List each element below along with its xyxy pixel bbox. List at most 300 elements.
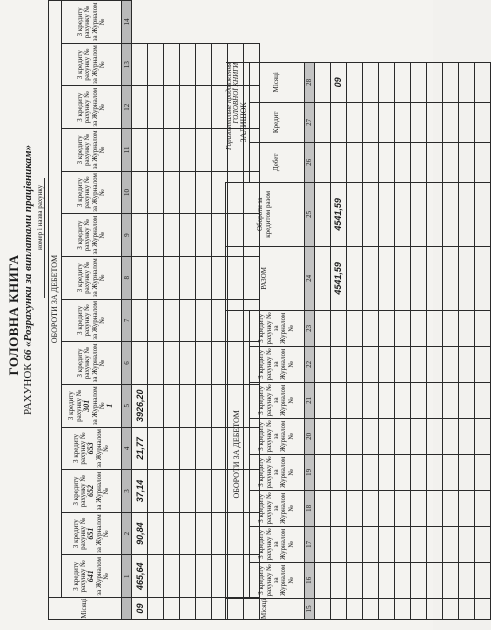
table-row <box>180 1 196 620</box>
account-title <box>22 145 34 415</box>
table-cell <box>330 598 346 619</box>
table-cell <box>362 62 378 102</box>
table-row <box>410 62 426 619</box>
table-cell <box>362 598 378 619</box>
table-row <box>426 62 442 619</box>
table-cell <box>362 382 378 418</box>
table-cell <box>362 346 378 382</box>
table-cell <box>180 299 196 342</box>
table-cell: 09 <box>330 62 346 102</box>
credit-label: З кредиту рахунку № <box>75 91 92 124</box>
table-cell <box>378 310 394 346</box>
credit-label: З кредиту рахунку № <box>257 348 273 381</box>
table-cell <box>196 512 212 555</box>
table-cell <box>132 43 148 86</box>
credit-account-header <box>62 86 122 129</box>
table-cell <box>362 182 378 246</box>
table-cell <box>474 142 490 182</box>
months-header: Місяці <box>49 598 122 620</box>
table-cell <box>148 555 164 598</box>
balance-label: ЗАЛИШОК <box>239 102 249 143</box>
account-number: 66 <box>22 349 34 361</box>
table-cell <box>164 342 180 385</box>
debit-turnover-continuation-table <box>225 62 491 620</box>
credit-account-header <box>62 384 122 427</box>
table-cell <box>458 490 474 526</box>
table-cell <box>196 214 212 257</box>
table-cell <box>346 382 362 418</box>
column-number: 16 <box>304 562 314 598</box>
table-cell <box>474 490 490 526</box>
table-cell <box>330 346 346 382</box>
credit-account-header <box>62 43 122 86</box>
table-cell <box>180 342 196 385</box>
table-cell <box>346 454 362 490</box>
journal-label: за Журналом № <box>271 384 295 416</box>
table-cell <box>394 102 410 142</box>
table-cell <box>346 182 362 246</box>
table-cell <box>180 43 196 86</box>
table-cell <box>164 555 180 598</box>
table-cell <box>426 382 442 418</box>
credit-account-header <box>62 342 122 385</box>
table-cell <box>346 490 362 526</box>
table-cell: 465,64 <box>132 555 148 598</box>
table-cell <box>196 86 212 129</box>
table-cell <box>410 142 426 182</box>
credit-label: З кредиту рахунку № <box>257 312 273 345</box>
credit-label: З кредиту рахунку № <box>75 48 92 81</box>
column-number: 6 <box>122 342 132 385</box>
table-cell <box>180 214 196 257</box>
table-cell <box>164 171 180 214</box>
table-cell <box>378 490 394 526</box>
page-title: ГОЛОВНА КНИГА <box>6 254 21 376</box>
table-cell <box>362 562 378 598</box>
table-cell <box>442 102 458 142</box>
table-cell <box>426 526 442 562</box>
table-cell <box>394 382 410 418</box>
credit-account-header-2 <box>249 454 304 490</box>
table-cell <box>378 346 394 382</box>
journal-label: за Журналом № <box>90 87 106 127</box>
table-cell <box>330 490 346 526</box>
credit-account-header-2 <box>249 310 304 346</box>
table-cell <box>378 142 394 182</box>
table-cell <box>474 102 490 142</box>
table-cell <box>314 346 330 382</box>
table-cell <box>148 598 164 620</box>
table-row <box>330 62 346 619</box>
table-cell <box>148 470 164 513</box>
account-prefix: РАХУНОК <box>22 363 34 415</box>
table-cell <box>410 246 426 310</box>
table-cell <box>196 256 212 299</box>
table-cell <box>330 310 346 346</box>
table-cell <box>164 129 180 172</box>
table-cell <box>378 182 394 246</box>
table-cell <box>394 598 410 619</box>
table-cell <box>164 598 180 620</box>
table-cell <box>314 142 330 182</box>
table-cell <box>314 526 330 562</box>
table-cell <box>164 384 180 427</box>
column-number: 15 <box>304 598 314 619</box>
table-cell: 3926,20 <box>132 384 148 427</box>
table-cell <box>394 62 410 102</box>
table-cell <box>314 490 330 526</box>
table-cell <box>346 102 362 142</box>
table-cell <box>426 182 442 246</box>
table-cell <box>148 299 164 342</box>
column-number: 28 <box>304 62 314 102</box>
table-cell <box>442 346 458 382</box>
table-cell <box>410 454 426 490</box>
table-cell <box>458 142 474 182</box>
journal-label: за Журналом № <box>90 386 106 426</box>
table-cell <box>474 598 490 619</box>
table-cell <box>314 562 330 598</box>
table-cell <box>180 512 196 555</box>
journal-label: за Журналом № <box>90 45 106 84</box>
table-cell <box>426 246 442 310</box>
credit-label: З кредиту рахунку № <box>257 456 273 489</box>
column-number <box>122 598 132 620</box>
table-cell <box>378 102 394 142</box>
table-cell <box>458 346 474 382</box>
column-number: 1 <box>122 555 132 598</box>
table-cell <box>148 129 164 172</box>
credit-account-header-2 <box>249 418 304 454</box>
table-cell <box>410 182 426 246</box>
credit-label: З кредиту рахунку № <box>75 5 92 39</box>
credit-account-number: 651 <box>86 527 96 540</box>
table-cell <box>378 246 394 310</box>
table-cell <box>346 526 362 562</box>
column-number: 3 <box>122 470 132 513</box>
journal-number: 1 <box>105 403 115 408</box>
journal-label: за Журналом № <box>90 258 106 298</box>
account-number-caption: номер і назва рахунку <box>36 184 44 250</box>
table-cell <box>330 418 346 454</box>
table-cell: 4541,59 <box>330 246 346 310</box>
journal-label: за Журналом № <box>271 348 295 380</box>
journal-label: за Журналом № <box>94 471 111 511</box>
credit-label: З кредиту рахунку № <box>71 474 87 508</box>
table-cell <box>474 382 490 418</box>
table-cell <box>394 346 410 382</box>
column-number: 22 <box>304 346 314 382</box>
table-row <box>394 62 410 619</box>
table-cell <box>362 102 378 142</box>
table-cell <box>196 470 212 513</box>
table-cell <box>474 454 490 490</box>
credit-account-header <box>62 171 122 214</box>
journal-label: за Журналом № <box>271 492 295 524</box>
table-cell <box>426 562 442 598</box>
table-cell <box>314 310 330 346</box>
column-number: 27 <box>304 102 314 142</box>
table-cell <box>458 310 474 346</box>
credit-account-number: 301 <box>82 399 92 412</box>
credit-label: З кредиту рахунку № <box>75 261 92 294</box>
table-cell <box>394 562 410 598</box>
table-cell <box>378 526 394 562</box>
credit-account-number: 641 <box>86 570 96 583</box>
journal-label: за Журналом № <box>94 556 111 596</box>
table-cell <box>132 129 148 172</box>
table-cell <box>346 598 362 619</box>
journal-label: за Журналом № <box>271 312 295 344</box>
credit-account-header <box>62 256 122 299</box>
credit-label: З кредиту рахунку № <box>75 346 92 380</box>
table-cell <box>362 246 378 310</box>
table-cell <box>458 526 474 562</box>
credit-account-header <box>62 214 122 257</box>
table-cell <box>394 454 410 490</box>
table-cell <box>458 562 474 598</box>
table-cell <box>442 62 458 102</box>
table-cell <box>410 310 426 346</box>
table-cell <box>314 62 330 102</box>
table-cell <box>378 454 394 490</box>
column-number: 25 <box>304 182 314 246</box>
credit-account-number: 652 <box>86 485 96 498</box>
journal-label: за Журналом № <box>90 343 106 383</box>
table-cell <box>394 526 410 562</box>
table-cell <box>378 382 394 418</box>
table-cell <box>442 182 458 246</box>
table-cell <box>410 346 426 382</box>
table-cell <box>474 182 490 246</box>
table-cell <box>330 562 346 598</box>
table-row <box>474 62 490 619</box>
table-cell <box>132 171 148 214</box>
table-cell <box>426 418 442 454</box>
table-cell <box>346 62 362 102</box>
table-cell <box>426 598 442 619</box>
table-cell <box>330 382 346 418</box>
table-cell <box>458 246 474 310</box>
column-number: 17 <box>304 526 314 562</box>
table-row <box>164 1 180 620</box>
table-cell <box>330 102 346 142</box>
table-cell <box>362 490 378 526</box>
table-cell <box>426 62 442 102</box>
table-cell <box>330 526 346 562</box>
table-cell <box>180 171 196 214</box>
table-cell <box>442 562 458 598</box>
column-number: 23 <box>304 310 314 346</box>
total-header: РАЗОМ <box>226 246 305 310</box>
table-cell <box>148 171 164 214</box>
table-cell <box>330 142 346 182</box>
table-cell <box>410 62 426 102</box>
table-cell <box>442 526 458 562</box>
table-cell <box>474 562 490 598</box>
table-row <box>362 62 378 619</box>
column-number: 10 <box>122 171 132 214</box>
table-cell <box>426 310 442 346</box>
table-cell <box>458 454 474 490</box>
table-cell <box>426 142 442 182</box>
table-cell <box>346 418 362 454</box>
table-cell <box>426 346 442 382</box>
column-number: 13 <box>122 43 132 86</box>
table-row <box>458 62 474 619</box>
table-cell <box>442 382 458 418</box>
journal-label: за Журналом № <box>271 564 295 596</box>
column-number: 18 <box>304 490 314 526</box>
table-cell <box>132 299 148 342</box>
table-cell <box>410 490 426 526</box>
credit-label: З кредиту рахунку № <box>71 517 87 550</box>
journal-label: за Журналом № <box>271 528 295 560</box>
table-cell <box>196 555 212 598</box>
table-cell <box>196 129 212 172</box>
credit-account-header <box>62 512 122 555</box>
balance-header <box>226 62 250 182</box>
table-cell <box>180 86 196 129</box>
table-cell <box>164 299 180 342</box>
credit-account-header <box>62 129 122 172</box>
journal-label: за Журналом № <box>271 420 295 452</box>
table-cell <box>474 346 490 382</box>
table-cell <box>442 418 458 454</box>
journal-label: за Журналом № <box>90 2 106 42</box>
table-cell: 4541,59 <box>330 182 346 246</box>
column-number: 7 <box>122 299 132 342</box>
table-cell: 09 <box>132 598 148 620</box>
table-row <box>196 1 212 620</box>
table-cell <box>378 418 394 454</box>
table-cell <box>442 454 458 490</box>
table-cell <box>394 310 410 346</box>
credit-account-header-2 <box>249 346 304 382</box>
table-cell <box>346 562 362 598</box>
balance-debit-header: Дебет <box>249 142 304 182</box>
credit-account-header <box>62 299 122 342</box>
table-cell <box>148 384 164 427</box>
account-name: «Розрахунки за виплатами працівникам» <box>22 144 34 347</box>
table-cell <box>394 490 410 526</box>
table-cell <box>196 384 212 427</box>
credit-label: З кредиту рахунку № <box>75 176 92 209</box>
column-number: 12 <box>122 86 132 129</box>
credit-account-header-2 <box>249 526 304 562</box>
credit-account-header-2 <box>249 382 304 418</box>
credit-label: З кредиту рахунку № <box>257 564 273 597</box>
table-row <box>148 1 164 620</box>
continuation-note: Горизонтальне продовження ГОЛОВНОЇ КНИГИ <box>224 62 240 150</box>
table-cell <box>362 418 378 454</box>
table-cell <box>180 598 196 620</box>
balance-credit-header: Кредит <box>249 102 304 142</box>
table-cell <box>314 102 330 142</box>
table-cell <box>378 62 394 102</box>
table-cell <box>362 454 378 490</box>
table-cell <box>442 246 458 310</box>
table-cell <box>442 310 458 346</box>
table-cell <box>394 418 410 454</box>
column-number: 9 <box>122 214 132 257</box>
table-cell <box>474 246 490 310</box>
table-cell <box>378 562 394 598</box>
journal-label: за Журналом № <box>90 173 106 212</box>
credit-label: З кредиту рахунку № <box>75 304 92 337</box>
table-cell <box>362 526 378 562</box>
table-cell <box>458 382 474 418</box>
table-cell <box>164 43 180 86</box>
column-number: 26 <box>304 142 314 182</box>
table-cell <box>196 427 212 470</box>
table-cell <box>132 342 148 385</box>
balance-month-header: Місяці <box>249 62 304 102</box>
table-cell <box>148 256 164 299</box>
table-cell <box>180 256 196 299</box>
table-cell <box>196 43 212 86</box>
column-number: 24 <box>304 246 314 310</box>
table-cell: 90,84 <box>132 512 148 555</box>
table-cell <box>442 142 458 182</box>
table-cell <box>426 454 442 490</box>
credit-account-header <box>62 427 122 470</box>
credit-label: З кредиту рахунку № <box>67 389 83 422</box>
table-cell <box>474 62 490 102</box>
table-cell <box>362 142 378 182</box>
table-cell <box>164 86 180 129</box>
table-cell <box>394 182 410 246</box>
table-cell <box>474 310 490 346</box>
table-cell <box>426 490 442 526</box>
credit-account-header <box>62 1 122 44</box>
table-cell <box>346 346 362 382</box>
table-cell <box>148 43 164 86</box>
table-cell <box>314 454 330 490</box>
journal-label: за Журналом № <box>94 429 111 468</box>
column-number: 14 <box>122 1 132 44</box>
table-cell <box>314 598 330 619</box>
table-cell <box>474 526 490 562</box>
table-cell <box>410 598 426 619</box>
debit-group-header: ОБОРОТИ ЗА ДЕБЕТОМ <box>49 1 62 598</box>
column-number: 2 <box>122 512 132 555</box>
table-cell <box>132 256 148 299</box>
table-cell <box>180 427 196 470</box>
table-cell <box>196 342 212 385</box>
table-cell <box>180 384 196 427</box>
table-cell <box>410 382 426 418</box>
table-row <box>346 62 362 619</box>
table-cell <box>314 418 330 454</box>
credit-label: З кредиту рахунку № <box>257 384 273 417</box>
account-underline <box>44 178 45 298</box>
table-cell <box>180 555 196 598</box>
table-cell <box>346 310 362 346</box>
credit-account-header <box>62 555 122 598</box>
table-cell <box>442 490 458 526</box>
credit-turnover-header: Обороти за кредитом разом <box>226 182 305 246</box>
table-cell <box>458 598 474 619</box>
table-cell <box>442 598 458 619</box>
credit-account-number: 653 <box>86 442 96 455</box>
column-number: 5 <box>122 384 132 427</box>
months-header-2: Місяці <box>226 598 305 619</box>
table-cell <box>132 214 148 257</box>
table-cell <box>180 129 196 172</box>
table-cell <box>458 418 474 454</box>
table-cell <box>346 142 362 182</box>
